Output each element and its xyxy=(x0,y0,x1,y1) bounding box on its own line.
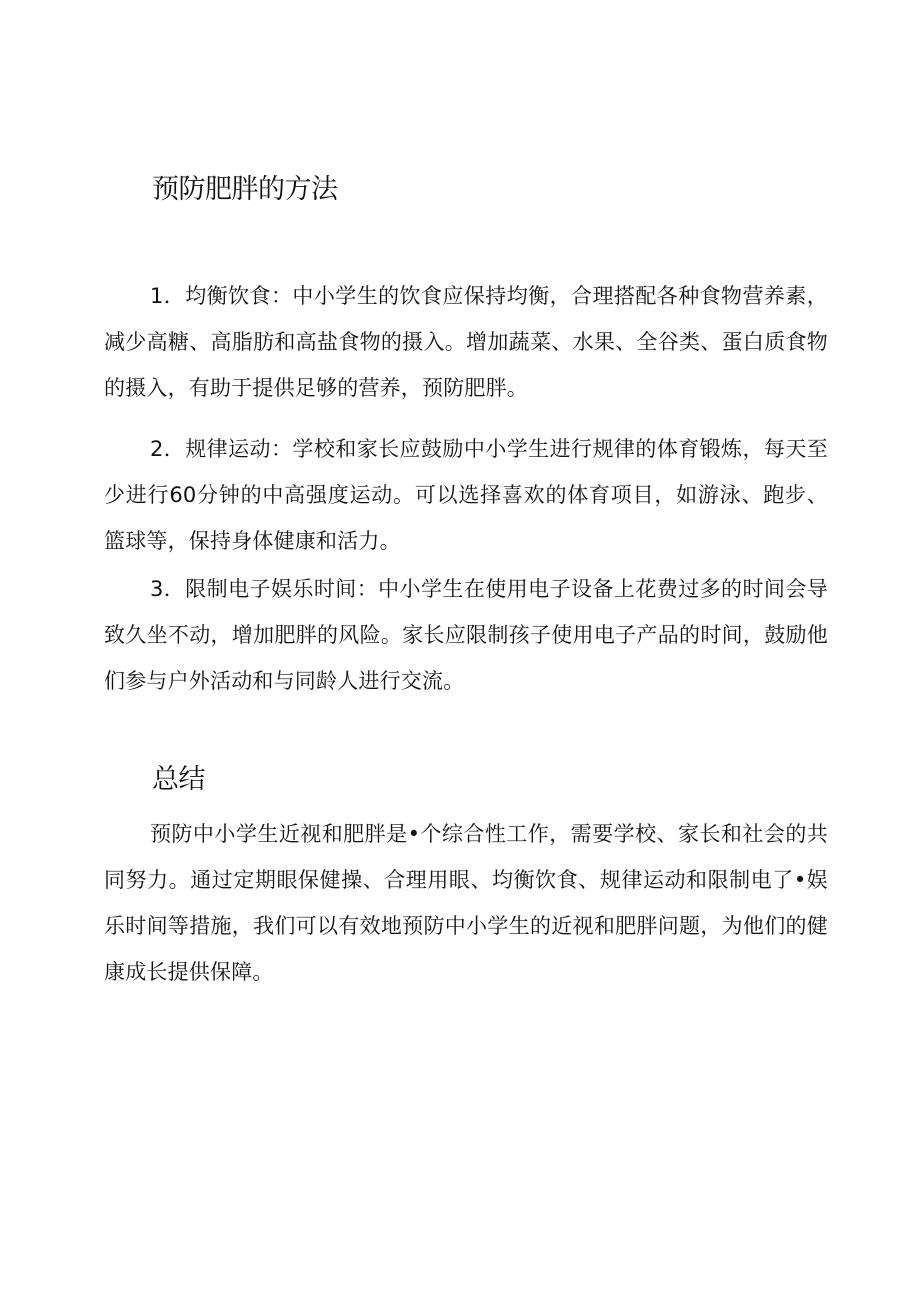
list-item-limit-screen-time: 3．限制电子娱乐时间：中小学生在使用电子设备上花费过多的时间会导致久坐不动，增加肥胖的风险。家长应限制孩子使用电子产品的时间，鼓励他们参与户外活动和与同龄人进行交流。 xyxy=(104,577,828,693)
summary-paragraph: 预防中小学生近视和肥胖是•个综合性工作，需要学校、家长和社会的共同努力。通过定期眼保健操、合理用眼、均衡饮食、规律运动和限制电了•娱乐时间等措施，我们可以有效地预防中小学生的近视和肥胖问题，为他们的健康成长提供保障。 xyxy=(104,822,828,984)
section-title-summary: 总结 xyxy=(152,764,205,795)
list-item-balanced-diet: 1．均衡饮食：中小学生的饮食应保持均衡，合理搭配各种食物营养素，减少高糖、高脂肪和高盐食物的摄入。增加蔬菜、水果、全谷类、蛋白质食物的摄入，有助于提供足够的营养，预防肥胖。 xyxy=(104,284,828,400)
list-item-regular-exercise: 2．规律运动：学校和家长应鼓励中小学生进行规律的体育锻炼，每天至少进行60分钟的中高强度运动。可以选择喜欢的体育项目，如游泳、跑步、篮球等，保持身体健康和活力。 xyxy=(104,437,828,553)
section-title-prevention: 预防肥胖的方法 xyxy=(152,174,338,205)
